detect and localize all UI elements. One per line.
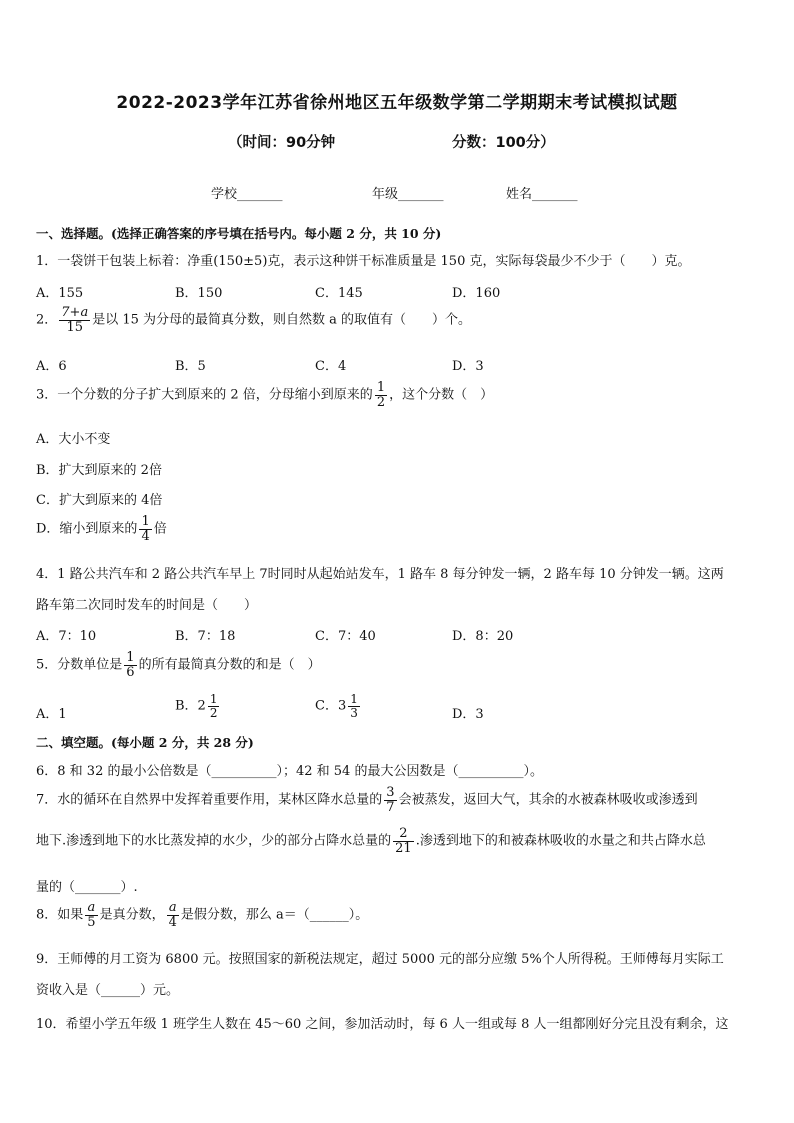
q7-line2: [36, 827, 706, 855]
q3-fraction-num: 1: [376, 380, 386, 395]
q5-fraction-den: 6: [126, 664, 135, 680]
q8-fraction-1: [85, 901, 97, 929]
q1-option-b: B．150: [175, 286, 223, 301]
section2-heading: 二、填空题。(每小题 2 分，共 28 分): [36, 735, 254, 750]
school-field: 学校_______: [211, 187, 283, 202]
q7-fraction-1-num: 3: [386, 785, 395, 800]
q7-fraction-1-den: 7: [386, 799, 395, 815]
q5-option-b-pre: B．2: [175, 698, 206, 714]
q3-option-d: [36, 515, 167, 543]
q5-option-c-pre: C．3: [315, 698, 347, 714]
q5-line: [36, 651, 321, 679]
q7-line1: [36, 786, 698, 814]
q3-option-c: C．扩大到原来的 4倍: [36, 493, 163, 508]
section1-heading: 一、选择题。(选择正确答案的序号填在括号内。每小题 2 分，共 10 分): [36, 226, 442, 241]
q3-option-d-post: 倍: [153, 521, 167, 537]
q5-post: 的所有最简真分数的和是（ ）: [138, 657, 321, 673]
q7-line2-post: .渗透到地下的和被森林吸收的水量之和共占降水总: [415, 833, 706, 849]
q3-fraction: [375, 381, 387, 409]
q2-fraction: [59, 306, 90, 334]
q2-number: 2．: [36, 312, 58, 328]
q2-option-d: D．3: [452, 359, 484, 374]
q2-option-b: B．5: [175, 359, 206, 374]
exam-score: 分数：100分）: [452, 135, 555, 151]
q7-fraction-2-num: 2: [393, 827, 414, 842]
q8-line: [36, 901, 368, 929]
q3-fraction-den: 2: [376, 394, 386, 410]
q5-fraction: [124, 651, 136, 679]
q2-line: [36, 306, 471, 334]
q3-option-b: B．扩大到原来的 2倍: [36, 463, 162, 478]
q5-option-c-num: 1: [350, 692, 358, 706]
q1-option-d: D．160: [452, 286, 501, 301]
q7-mid: 会被蒸发，返回大气，其余的水被森林吸收或渗透到: [398, 792, 698, 808]
exam-time: （时间：90分钟: [228, 135, 336, 151]
q2-fraction-num: 7+a: [61, 305, 89, 320]
q5-option-b-den: 2: [209, 705, 218, 720]
q5-option-d: D．3: [452, 707, 484, 722]
q7-fraction-2-den: 21: [395, 840, 412, 856]
q7-fraction-1: [384, 786, 396, 814]
q4-line2: 路车第二次同时发车的时间是（ ）: [36, 598, 258, 613]
q8-mid: 是真分数，: [99, 907, 165, 923]
grade-field: 年级_______: [372, 187, 444, 202]
q5-option-b-fraction: [208, 693, 220, 719]
q1-option-c: C．145: [315, 286, 363, 301]
q7-line2-pre: 地下.渗透到地下的水比蒸发掉的水少，少的部分占降水总量的: [36, 833, 392, 849]
q8-pre: 8．如果: [36, 907, 84, 923]
name-field: 姓名_______: [506, 187, 578, 202]
q3-text: 3．一个分数的分子扩大到原来的 2 倍，分母缩小到原来的: [36, 387, 373, 403]
q4-option-d: D．8：20: [452, 629, 514, 644]
q5-fraction-num: 1: [126, 650, 135, 665]
q1-text: 1．一袋饼干包装上标着：净重(150±5)克，表示这种饼干标准质量是 150 克，实际每袋最少不少于（ ）克。: [36, 254, 691, 269]
q4-option-c: C．7：40: [315, 629, 376, 644]
q5-pre: 5．分数单位是: [36, 657, 123, 673]
exam-title: 2022-2023学年江苏省徐州地区五年级数学第二学期期末考试模拟试题: [116, 93, 678, 113]
q5-option-c: [315, 693, 362, 719]
q5-option-b: [175, 693, 221, 719]
q9-line1: 9．王师傅的月工资为 6800 元。按照国家的新税法规定，超过 5000 元的部分应缴 5%个人所得税。王师傅每月实际工: [36, 952, 724, 967]
q5-option-a: A．1: [36, 707, 67, 722]
q7-line3: 量的（_______）.: [36, 880, 138, 895]
q7-fraction-2: [393, 827, 414, 855]
q8-fraction-2: [167, 901, 179, 929]
q5-option-b-num: 1: [209, 692, 218, 706]
q9-line2: 资收入是（______）元。: [36, 983, 180, 998]
q1-option-a: A．155: [36, 286, 84, 301]
q10-text: 10．希望小学五年级 1 班学生人数在 45～60 之间，参加活动时，每 6 人一组或每 8 人一组都刚好分完且没有剩余，这: [36, 1017, 729, 1032]
q2-fraction-den: 15: [66, 319, 84, 335]
q5-option-c-den: 3: [350, 705, 358, 720]
q3-option-d-den: 4: [141, 528, 150, 544]
q4-option-b: B．7：18: [175, 629, 236, 644]
q8-fraction-1-den: 5: [87, 914, 96, 930]
q2-text: 是以 15 为分母的最简真分数，则自然数 a 的取值有（ ）个。: [92, 312, 472, 328]
q3-option-d-pre: D．缩小到原来的: [36, 521, 138, 537]
q8-fraction-2-den: 4: [168, 914, 177, 930]
q8-fraction-2-num: a: [167, 901, 179, 916]
q2-option-a: A．6: [36, 359, 67, 374]
q3-option-d-fraction: [139, 515, 151, 543]
q6-text: 6．8 和 32 的最小公倍数是（__________）；42 和 54 的最大公因数是（__________）。: [36, 764, 543, 779]
q4-line1: 4．1 路公共汽车和 2 路公共汽车早上 7时同时从起始站发车，1 路车 8 每分钟发一辆，2 路车每 10 分钟发一辆。这两: [36, 567, 724, 582]
q5-option-c-fraction: [348, 693, 360, 719]
q3-line: [36, 381, 493, 409]
q3-option-a: A．大小不变: [36, 432, 111, 447]
q2-option-c: C．4: [315, 359, 347, 374]
q8-post: 是假分数，那么 a＝（______）。: [180, 907, 369, 923]
q4-option-a: A．7：10: [36, 629, 97, 644]
q3-tail: ，这个分数（ ）: [389, 387, 494, 403]
q3-option-d-num: 1: [141, 514, 150, 529]
q8-fraction-1-num: a: [85, 901, 97, 916]
q7-pre: 7．水的循环在自然界中发挥着重要作用，某林区降水总量的: [36, 792, 383, 808]
